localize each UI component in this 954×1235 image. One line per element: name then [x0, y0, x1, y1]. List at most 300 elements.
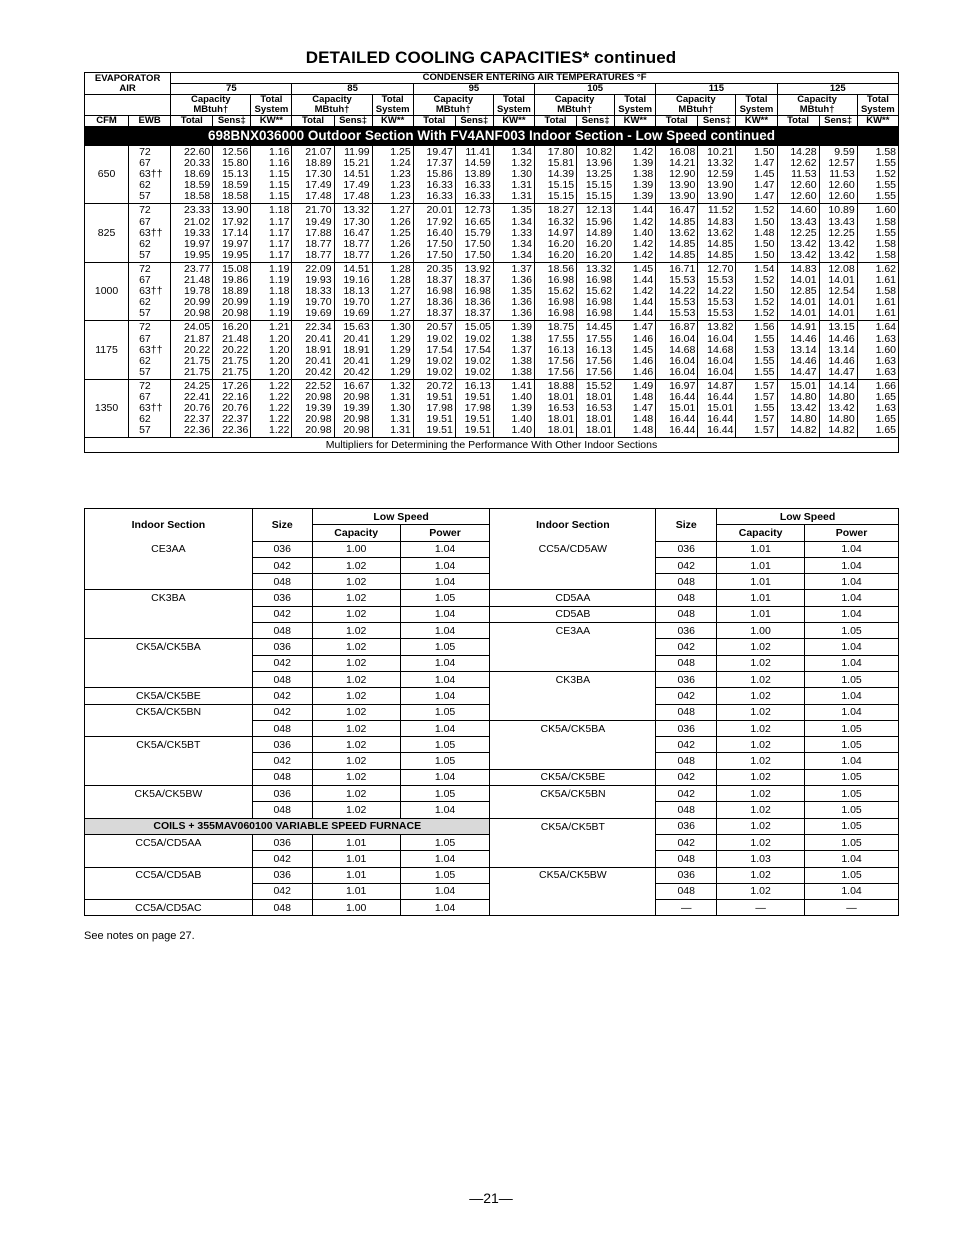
value-cell: 23.33 21.02 19.33 19.97 19.95 — [171, 204, 213, 262]
value-cell: 1.62 1.61 1.58 1.61 1.61 — [857, 262, 898, 320]
size-cell: 042 — [656, 737, 717, 753]
value-cell: 18.56 16.98 15.62 16.98 16.98 — [534, 262, 576, 320]
value-cell: 20.57 19.02 17.54 19.02 19.02 — [413, 321, 455, 379]
value-cell: 14.45 17.55 16.13 17.56 17.56 — [577, 321, 615, 379]
capacity-cell: 1.02 — [312, 704, 400, 720]
power-cell: 1.04 — [400, 802, 490, 818]
indoor-section-cell: CK5A/CK5BT — [490, 818, 656, 834]
indoor-section-cell — [490, 557, 656, 573]
indoor-section-cell: CC5A/CD5AC — [85, 900, 253, 916]
size-cell: 042 — [252, 753, 312, 769]
table-row — [85, 688, 899, 704]
condenser-temp-header: CONDENSER ENTERING AIR TEMPERATURES °F — [171, 73, 899, 84]
sens-header: Sens‡ — [819, 116, 857, 127]
size-cell: 036 — [252, 867, 312, 883]
column-header-row — [85, 116, 899, 127]
capacity-data — [85, 146, 899, 438]
power-cell: 1.05 — [805, 818, 899, 834]
size-cell: 042 — [656, 557, 717, 573]
power-cell: 1.04 — [400, 883, 490, 899]
kw-header: KW** — [615, 116, 656, 127]
value-cell: 1.58 1.55 1.52 1.55 1.55 — [857, 146, 898, 204]
indoor-section-cell: CK3BA — [85, 590, 253, 606]
temp-header: 75 — [171, 84, 292, 95]
size-cell: 036 — [252, 590, 312, 606]
power-cell: 1.04 — [400, 688, 490, 704]
capacity-cell: 1.02 — [717, 769, 805, 785]
temp-header: 115 — [656, 84, 777, 95]
ewb-header: EWB — [129, 116, 171, 127]
value-cell: 14.60 13.43 12.25 13.42 13.42 — [777, 204, 819, 262]
multipliers-caption: Multipliers for Determining the Performance With Other Indoor Sections — [85, 438, 899, 453]
table-row — [85, 737, 899, 753]
capacity-header: Capacity MBtuh† — [534, 95, 614, 116]
sens-header: Sens‡ — [334, 116, 372, 127]
capacity-cell: 1.02 — [717, 737, 805, 753]
table-row — [85, 146, 899, 204]
capacity-cell: 1.01 — [312, 867, 400, 883]
sens-header: Sens‡ — [455, 116, 493, 127]
power-cell: 1.05 — [400, 786, 490, 802]
size-cell: 048 — [656, 851, 717, 867]
ewb-cell: 72 67 63†† 62 57 — [129, 379, 171, 437]
capacity-cell: 1.02 — [717, 655, 805, 671]
power-cell: 1.04 — [805, 655, 899, 671]
indoor-section-cell: CE3AA — [85, 541, 253, 557]
value-cell: 16.13 19.51 17.98 19.51 19.51 — [455, 379, 493, 437]
value-cell: 11.52 14.83 13.62 14.85 14.85 — [698, 204, 736, 262]
power-cell: 1.04 — [805, 606, 899, 622]
power-cell: — — [805, 900, 899, 916]
footnote: See notes on page 27. — [84, 930, 195, 942]
value-cell: 1.66 1.65 1.63 1.65 1.65 — [857, 379, 898, 437]
value-cell: 17.80 15.81 14.39 15.15 15.15 — [534, 146, 576, 204]
indoor-section-cell: CD5AB — [490, 606, 656, 622]
value-cell: 1.42 1.39 1.38 1.39 1.39 — [615, 146, 656, 204]
total-system-header: Total System — [615, 95, 656, 116]
capacity-cell: 1.01 — [717, 606, 805, 622]
capacity-cell: 1.02 — [717, 704, 805, 720]
capacity-cell: 1.02 — [717, 720, 805, 736]
power-cell: 1.04 — [400, 541, 490, 557]
kw-header: KW** — [857, 116, 898, 127]
capacity-cell: 1.02 — [717, 883, 805, 899]
indoor-section-cell — [490, 574, 656, 590]
capacity-cell: 1.01 — [312, 883, 400, 899]
capacity-cell: 1.02 — [717, 834, 805, 850]
table-row — [85, 900, 899, 916]
size-cell: 042 — [252, 688, 312, 704]
table-row — [85, 851, 899, 867]
indoor-section-cell: CK5A/CK5BA — [85, 639, 253, 655]
size-cell: 036 — [252, 541, 312, 557]
indoor-section-header: Indoor Section — [85, 509, 253, 542]
power-cell: 1.05 — [805, 720, 899, 736]
value-cell: 15.63 20.41 18.91 20.41 20.42 — [334, 321, 372, 379]
power-cell: 1.05 — [400, 834, 490, 850]
value-cell: 17.26 22.16 20.76 22.37 22.36 — [213, 379, 251, 437]
capacity-cell: 1.02 — [717, 671, 805, 687]
capacity-header: Capacity MBtuh† — [656, 95, 736, 116]
sens-header: Sens‡ — [577, 116, 615, 127]
indoor-section-cell: CK3BA — [490, 671, 656, 687]
size-cell: 048 — [252, 720, 312, 736]
value-cell: 13.32 16.98 15.62 16.98 16.98 — [577, 262, 615, 320]
value-cell: 15.52 18.01 16.53 18.01 18.01 — [577, 379, 615, 437]
capacity-cell: 1.00 — [717, 623, 805, 639]
table-row — [85, 321, 899, 379]
indoor-section-cell: CC5A/CD5AA — [85, 834, 253, 850]
table-row — [85, 883, 899, 899]
table-row — [85, 623, 899, 639]
capacity-cell: 1.02 — [312, 606, 400, 622]
value-cell: 1.57 1.57 1.55 1.57 1.57 — [736, 379, 777, 437]
value-cell: 1.37 1.36 1.35 1.36 1.36 — [493, 262, 534, 320]
size-cell: 036 — [656, 867, 717, 883]
page-number: —21— — [469, 1190, 513, 1206]
indoor-section-cell — [490, 655, 656, 671]
indoor-section-cell — [85, 655, 253, 671]
size-cell: 036 — [656, 818, 717, 834]
table-row — [85, 590, 899, 606]
size-cell: 048 — [656, 574, 717, 590]
cfm-cell: 1350 — [85, 379, 129, 437]
temp-header: 85 — [292, 84, 413, 95]
indoor-section-cell: CK5A/CK5BE — [490, 769, 656, 785]
indoor-section-cell — [85, 671, 253, 687]
value-cell: 1.50 1.47 1.45 1.47 1.47 — [736, 146, 777, 204]
value-cell: 10.21 13.32 12.59 13.90 13.90 — [698, 146, 736, 204]
value-cell: 16.87 16.04 14.68 16.04 16.04 — [656, 321, 698, 379]
value-cell: 1.45 1.44 1.42 1.44 1.44 — [615, 262, 656, 320]
value-cell: 14.14 14.80 13.42 14.80 14.82 — [819, 379, 857, 437]
indoor-section-cell — [490, 753, 656, 769]
cfm-cell: 1175 — [85, 321, 129, 379]
capacity-cell: 1.02 — [717, 818, 805, 834]
value-cell: 16.47 14.85 13.62 14.85 14.85 — [656, 204, 698, 262]
ewb-cell: 72 67 63†† 62 57 — [129, 262, 171, 320]
indoor-section-cell: CK5A/CK5BT — [85, 737, 253, 753]
capacity-cell: 1.03 — [717, 851, 805, 867]
capacity-header: Capacity — [312, 525, 400, 541]
value-cell: 21.07 18.89 17.30 17.49 17.48 — [292, 146, 334, 204]
value-cell: 1.47 1.46 1.45 1.46 1.46 — [615, 321, 656, 379]
power-cell: 1.05 — [805, 834, 899, 850]
power-cell: 1.04 — [805, 883, 899, 899]
size-cell: 042 — [656, 639, 717, 655]
size-header: Size — [252, 509, 312, 542]
capacity-cell: 1.02 — [717, 688, 805, 704]
power-cell: 1.05 — [400, 753, 490, 769]
power-cell: 1.05 — [400, 639, 490, 655]
value-cell: 1.21 1.20 1.20 1.20 1.20 — [251, 321, 292, 379]
indoor-section-cell — [490, 883, 656, 899]
power-cell: 1.04 — [400, 769, 490, 785]
value-cell: 1.34 1.32 1.30 1.31 1.31 — [493, 146, 534, 204]
size-cell: 036 — [656, 671, 717, 687]
value-cell: 1.18 1.17 1.17 1.17 1.17 — [251, 204, 292, 262]
value-cell: 12.08 14.01 12.54 14.01 14.01 — [819, 262, 857, 320]
value-cell: 24.25 22.41 20.76 22.37 22.36 — [171, 379, 213, 437]
total-system-header: Total System — [857, 95, 898, 116]
indoor-section-cell — [490, 834, 656, 850]
kw-header: KW** — [493, 116, 534, 127]
value-cell: 1.56 1.55 1.53 1.55 1.55 — [736, 321, 777, 379]
power-cell: 1.04 — [805, 590, 899, 606]
indoor-section-cell — [85, 851, 253, 867]
value-cell: 1.25 1.24 1.23 1.23 1.23 — [372, 146, 413, 204]
indoor-section-cell — [85, 883, 253, 899]
indoor-section-cell — [490, 900, 656, 916]
value-cell: 1.35 1.34 1.33 1.34 1.34 — [493, 204, 534, 262]
indoor-section-cell — [490, 688, 656, 704]
indoor-section-cell — [490, 851, 656, 867]
capacity-header: Capacity — [717, 525, 805, 541]
capacity-header: Capacity MBtuh† — [413, 95, 493, 116]
value-cell: 12.56 15.80 15.13 18.59 18.58 — [213, 146, 251, 204]
table-row — [85, 802, 899, 818]
table-row — [85, 753, 899, 769]
size-cell: 048 — [656, 883, 717, 899]
size-cell: 036 — [656, 720, 717, 736]
power-cell: 1.04 — [805, 557, 899, 573]
capacity-cell: 1.00 — [312, 541, 400, 557]
size-cell: 048 — [252, 769, 312, 785]
size-cell: 042 — [252, 883, 312, 899]
capacity-cell: 1.02 — [312, 769, 400, 785]
indoor-section-cell: CK5A/CK5BN — [85, 704, 253, 720]
value-cell: 13.15 14.46 13.14 14.46 14.47 — [819, 321, 857, 379]
power-cell: 1.04 — [400, 557, 490, 573]
power-cell: 1.05 — [805, 671, 899, 687]
value-cell: 1.54 1.52 1.50 1.52 1.52 — [736, 262, 777, 320]
size-cell: 042 — [656, 688, 717, 704]
value-cell: 13.32 17.30 16.47 18.77 18.77 — [334, 204, 372, 262]
size-cell: 036 — [252, 834, 312, 850]
value-cell: 1.16 1.16 1.15 1.15 1.15 — [251, 146, 292, 204]
power-cell: 1.04 — [400, 655, 490, 671]
value-cell: 1.28 1.28 1.27 1.27 1.27 — [372, 262, 413, 320]
indoor-section-cell — [490, 639, 656, 655]
capacity-cell: 1.02 — [312, 753, 400, 769]
table-row — [85, 262, 899, 320]
capacity-cell: 1.01 — [717, 541, 805, 557]
value-cell: 9.59 12.57 11.53 12.60 12.60 — [819, 146, 857, 204]
cfm-cell: 1000 — [85, 262, 129, 320]
capacity-cell: 1.02 — [312, 655, 400, 671]
power-cell: 1.05 — [805, 867, 899, 883]
capacity-cell: 1.02 — [312, 786, 400, 802]
capacity-cell: 1.00 — [312, 900, 400, 916]
ewb-cell: 72 67 63†† 62 57 — [129, 321, 171, 379]
temp-header: 95 — [413, 84, 534, 95]
size-cell: 048 — [656, 606, 717, 622]
value-cell: 18.27 16.32 14.97 16.20 16.20 — [534, 204, 576, 262]
indoor-section-cell — [490, 737, 656, 753]
page-title: DETAILED COOLING CAPACITIES* continued — [305, 48, 677, 67]
indoor-section-cell — [85, 769, 253, 785]
value-cell: 14.51 19.16 18.13 19.70 19.69 — [334, 262, 372, 320]
value-cell: 1.30 1.29 1.29 1.29 1.29 — [372, 321, 413, 379]
value-cell: 1.19 1.19 1.18 1.19 1.19 — [251, 262, 292, 320]
table-row — [85, 655, 899, 671]
value-cell: 22.34 20.41 18.91 20.41 20.42 — [292, 321, 334, 379]
power-cell: 1.05 — [805, 802, 899, 818]
value-cell: 1.32 1.31 1.30 1.31 1.31 — [372, 379, 413, 437]
temp-header: 125 — [777, 84, 898, 95]
capacity-cell: 1.02 — [312, 720, 400, 736]
value-cell: 10.89 13.43 12.25 13.42 13.42 — [819, 204, 857, 262]
value-cell: 11.41 14.59 13.89 16.33 16.33 — [455, 146, 493, 204]
value-cell: 13.82 16.04 14.68 16.04 16.04 — [698, 321, 736, 379]
power-header: Power — [805, 525, 899, 541]
capacity-cell: 1.02 — [717, 802, 805, 818]
indoor-section-cell — [85, 802, 253, 818]
total-system-header: Total System — [493, 95, 534, 116]
size-cell: 048 — [252, 802, 312, 818]
value-cell: 21.70 19.49 17.88 18.77 18.77 — [292, 204, 334, 262]
power-cell: 1.04 — [805, 574, 899, 590]
value-cell: 1.44 1.42 1.40 1.42 1.42 — [615, 204, 656, 262]
table-row — [85, 574, 899, 590]
size-cell: 048 — [656, 802, 717, 818]
power-cell: 1.04 — [805, 541, 899, 557]
total-header: Total — [171, 116, 213, 127]
size-cell: — — [656, 900, 717, 916]
multipliers-data — [85, 541, 899, 916]
table-row — [85, 671, 899, 687]
table-row — [85, 720, 899, 736]
power-cell: 1.04 — [400, 623, 490, 639]
indoor-section-cell: CK5A/CK5BW — [85, 786, 253, 802]
total-header: Total — [777, 116, 819, 127]
low-speed-header: Low Speed — [717, 509, 899, 525]
size-cell: 048 — [252, 671, 312, 687]
power-cell: 1.05 — [400, 704, 490, 720]
value-cell: 23.77 21.48 19.78 20.99 20.98 — [171, 262, 213, 320]
capacity-cell: 1.01 — [717, 557, 805, 573]
size-cell: 036 — [252, 737, 312, 753]
value-cell: 20.01 17.92 16.40 17.50 17.50 — [413, 204, 455, 262]
capacity-cell: 1.01 — [312, 834, 400, 850]
capacity-header-row — [85, 95, 899, 116]
power-cell: 1.05 — [805, 737, 899, 753]
indoor-section-header: Indoor Section — [490, 509, 656, 542]
value-cell: 16.97 16.44 15.01 16.44 16.44 — [656, 379, 698, 437]
indoor-section-cell — [85, 574, 253, 590]
sens-header: Sens‡ — [213, 116, 251, 127]
table-row — [85, 606, 899, 622]
value-cell: 12.70 15.53 14.22 15.53 15.53 — [698, 262, 736, 320]
value-cell: 24.05 21.87 20.22 21.75 21.75 — [171, 321, 213, 379]
power-cell: 1.04 — [805, 639, 899, 655]
size-cell: 048 — [656, 590, 717, 606]
table-row — [85, 557, 899, 573]
size-cell: 042 — [656, 769, 717, 785]
value-cell: 20.72 19.51 17.98 19.51 19.51 — [413, 379, 455, 437]
value-cell: 22.60 20.33 18.69 18.59 18.58 — [171, 146, 213, 204]
value-cell: 1.41 1.40 1.39 1.40 1.40 — [493, 379, 534, 437]
value-cell: 1.22 1.22 1.22 1.22 1.22 — [251, 379, 292, 437]
capacity-cell: 1.01 — [717, 590, 805, 606]
cfm-cell: 825 — [85, 204, 129, 262]
power-cell: 1.04 — [400, 720, 490, 736]
total-header: Total — [534, 116, 576, 127]
value-cell: 18.75 17.55 16.13 17.56 17.56 — [534, 321, 576, 379]
value-cell: 16.20 21.48 20.22 21.75 21.75 — [213, 321, 251, 379]
total-system-header: Total System — [736, 95, 777, 116]
power-cell: 1.04 — [400, 900, 490, 916]
capacity-cell: 1.02 — [312, 737, 400, 753]
size-cell: 042 — [656, 786, 717, 802]
power-cell: 1.05 — [400, 867, 490, 883]
size-cell: 036 — [252, 639, 312, 655]
value-cell: 15.08 19.86 18.89 20.99 20.98 — [213, 262, 251, 320]
indoor-section-cell: CK5A/CK5BA — [490, 720, 656, 736]
size-cell: 042 — [252, 655, 312, 671]
indoor-section-cell — [85, 606, 253, 622]
value-cell: 16.08 14.21 12.90 13.90 13.90 — [656, 146, 698, 204]
size-cell: 036 — [252, 786, 312, 802]
temp-header-row — [85, 84, 899, 95]
capacity-cell: 1.01 — [717, 574, 805, 590]
value-cell: 1.49 1.48 1.47 1.48 1.48 — [615, 379, 656, 437]
power-cell: 1.04 — [805, 851, 899, 867]
power-cell: 1.04 — [805, 704, 899, 720]
capacity-cell: 1.02 — [312, 802, 400, 818]
table-row — [85, 769, 899, 785]
kw-header: KW** — [372, 116, 413, 127]
capacity-header: Capacity MBtuh† — [777, 95, 857, 116]
indoor-section-cell — [85, 720, 253, 736]
capacity-cell: 1.02 — [312, 671, 400, 687]
capacity-cell: 1.02 — [717, 786, 805, 802]
table-row — [85, 786, 899, 802]
size-cell: 048 — [252, 900, 312, 916]
size-cell: 048 — [656, 655, 717, 671]
total-system-header: Total System — [372, 95, 413, 116]
capacity-cell: 1.02 — [312, 639, 400, 655]
value-cell: 12.13 15.96 14.89 16.20 16.20 — [577, 204, 615, 262]
indoor-section-cell: CK5A/CK5BN — [490, 786, 656, 802]
size-cell: 048 — [656, 753, 717, 769]
power-cell: 1.04 — [400, 574, 490, 590]
total-header: Total — [413, 116, 455, 127]
capacity-cell: — — [717, 900, 805, 916]
value-cell: 19.47 17.37 15.86 16.33 16.33 — [413, 146, 455, 204]
value-cell: 1.52 1.50 1.48 1.50 1.50 — [736, 204, 777, 262]
table-row — [85, 204, 899, 262]
table-row — [85, 834, 899, 850]
power-cell: 1.05 — [400, 737, 490, 753]
capacity-header: Capacity MBtuh† — [292, 95, 372, 116]
size-cell: 048 — [656, 704, 717, 720]
multipliers-table — [84, 508, 899, 916]
kw-header: KW** — [251, 116, 292, 127]
power-cell: 1.04 — [805, 753, 899, 769]
table-row — [85, 379, 899, 437]
value-cell: 14.83 14.01 12.85 14.01 14.01 — [777, 262, 819, 320]
ewb-cell: 72 67 63†† 62 57 — [129, 204, 171, 262]
table-row — [85, 704, 899, 720]
indoor-section-cell: CE3AA — [490, 623, 656, 639]
value-cell: 13.92 18.37 16.98 18.36 18.37 — [455, 262, 493, 320]
capacity-cell: 1.02 — [312, 590, 400, 606]
power-cell: 1.04 — [805, 688, 899, 704]
cooling-capacity-table — [84, 72, 899, 453]
size-cell: 042 — [252, 606, 312, 622]
kw-header: KW** — [736, 116, 777, 127]
